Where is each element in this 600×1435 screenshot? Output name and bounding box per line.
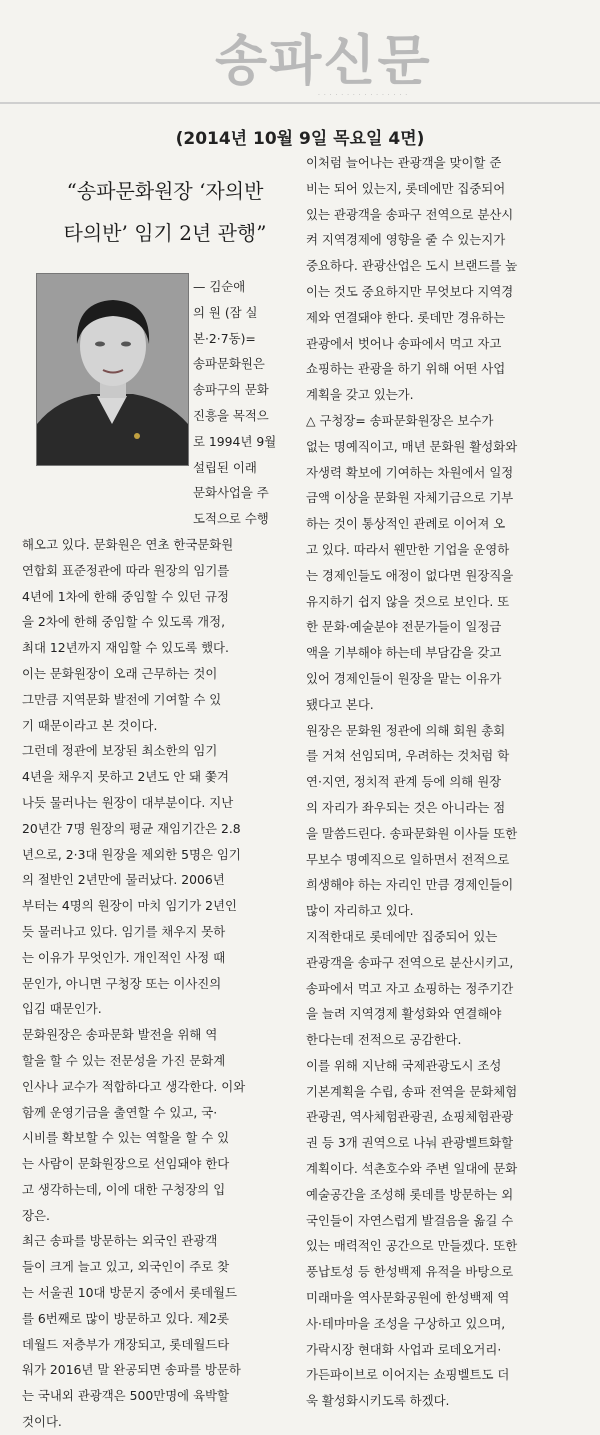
text-line: 을 늘려 지역경제 활성화와 연결해야 [306, 1006, 502, 1022]
text-line: 송파구의 문화 [193, 382, 269, 398]
text-line: 함께 운영기금을 출연할 수 있고, 국· [22, 1104, 218, 1120]
text-line: 많이 자리하고 있다. [306, 903, 414, 919]
text-line: 송파문화원은 [193, 356, 265, 372]
masthead-tagline: · · · · · · · · · · · · · · · · [318, 92, 409, 99]
text-line: 희생해야 하는 자리인 만큼 경제인들이 [306, 877, 514, 893]
text-line: 본·2·7동)= [193, 330, 256, 346]
article-headline [40, 170, 290, 254]
text-line: 해오고 있다. 문화원은 연초 한국문화원 [22, 536, 234, 552]
text-line: 비는 되어 있는지, 롯데에만 집중되어 [306, 180, 506, 196]
text-line: 문화사업을 주 [193, 485, 269, 501]
text-line: 최대 12년까지 재임할 수 있도록 했다. [22, 640, 229, 656]
text-line: 는 서울권 10대 방문지 중에서 롯데월드 [22, 1285, 237, 1301]
text-line: 의 절반인 2년만에 물러났다. 2006년 [22, 872, 225, 888]
text-line: 가든파이브로 이어지는 쇼핑벨트도 더 [306, 1367, 510, 1383]
text-line: 풍납토성 등 한성백제 유적을 바탕으로 [306, 1264, 514, 1280]
text-line: 문인가, 아니면 구청장 또는 이사진의 [22, 975, 222, 991]
text-line: 진흥을 목적으 [193, 407, 269, 423]
text-line: 하는 것이 통상적인 관례로 이어져 오 [306, 516, 506, 532]
headline-line: “송파문화원장 ‘자의반 [66, 179, 264, 203]
text-line: 는 사람이 문화원장으로 선임돼야 한다 [22, 1156, 230, 1172]
text-line: 켜 지역경제에 영향을 줄 수 있는지가 [306, 232, 506, 248]
text-line: 이는 문화원장이 오래 근무하는 것이 [22, 665, 218, 681]
text-line: 인사나 교수가 적합하다고 생각한다. 이와 [22, 1078, 246, 1094]
text-line: 고 있다. 따라서 웬만한 기업을 운영하 [306, 541, 510, 557]
text-line: 연합회 표준정관에 따라 원장의 임기를 [22, 562, 230, 578]
text-line: 쇼핑하는 관광을 하기 위해 어떤 사업 [306, 361, 506, 377]
text-line: 욱 활성화시키도록 하겠다. [306, 1393, 450, 1409]
masthead [0, 0, 600, 112]
text-line: 데월드 저층부가 개장되고, 롯데월드타 [22, 1336, 230, 1352]
text-line: 입김 때문인가. [22, 1001, 102, 1017]
text-line: 는 국내외 관광객은 500만명에 육박할 [22, 1388, 229, 1404]
text-line: 문화원장은 송파문화 발전을 위해 역 [22, 1027, 218, 1043]
text-line: 년으로, 2·3대 원장을 제외한 5명은 임기 [22, 846, 241, 862]
article-left-column [22, 274, 287, 1435]
text-line: 을 말씀드린다. 송파문화원 이사들 또한 [306, 825, 518, 841]
text-line: 할을 할 수 있는 전문성을 가진 문화계 [22, 1052, 226, 1068]
text-line: 권 등 3개 권역으로 나눠 관광벨트화할 [306, 1135, 514, 1151]
text-line: 기본계획을 수립, 송파 전역을 문화체험 [306, 1083, 518, 1099]
newspaper-title: 송파신문 [215, 29, 432, 92]
text-line: — 김순애 [193, 279, 246, 294]
text-line: 한다는데 전적으로 공감한다. [306, 1032, 462, 1048]
text-line: 는 경제인들도 애정이 없다면 원장직을 [306, 567, 514, 583]
text-line: 유지하기 쉽지 않을 것으로 보인다. 또 [306, 593, 510, 609]
text-line: 이를 위해 지난해 국제관광도시 조성 [306, 1057, 502, 1073]
text-line: 연·지연, 정치적 관계 등에 의해 원장 [306, 774, 502, 790]
text-line: 시비를 확보할 수 있는 역할을 할 수 있 [22, 1130, 230, 1146]
text-line: 워가 2016년 말 완공되면 송파를 방문하 [22, 1362, 241, 1378]
text-line: 4년에 1차에 한해 중임할 수 있던 규정 [22, 588, 229, 604]
text-line: 관광에서 벗어나 송파에서 먹고 자고 [306, 335, 502, 351]
text-line: 계획이다. 석촌호수와 주변 일대에 문화 [306, 1161, 518, 1177]
text-line: 기 때문이라고 본 것이다. [22, 717, 158, 733]
text-line: 듯 물러나고 있다. 임기를 채우지 못하 [22, 923, 226, 939]
text-line: 도적으로 수행 [193, 511, 269, 527]
text-line: 의 자리가 좌우되는 것은 아니라는 점 [306, 799, 506, 815]
text-line: 가락시장 현대화 사업과 로데오거리· [306, 1341, 502, 1357]
text-line: 최근 송파를 방문하는 외국인 관광객 [22, 1233, 218, 1249]
text-line: 제와 연결돼야 한다. 롯데만 경유하는 [306, 309, 506, 325]
text-line: 그만큼 지역문화 발전에 기여할 수 있 [22, 691, 222, 707]
text-line: 지적한대로 롯데에만 집중되어 있는 [306, 928, 498, 944]
text-line: 있는 관광객을 송파구 전역으로 분산시 [306, 206, 514, 222]
issue-dateline: (2014년 10월 9일 목요일 4면) [175, 129, 425, 149]
text-line: 4년을 채우지 못하고 2년도 안 돼 쫓겨 [22, 769, 229, 785]
text-line: 예술공간을 조성해 롯데를 방문하는 외 [306, 1186, 514, 1202]
headline-line: 타의반’ 임기 2년 관행” [63, 221, 267, 245]
text-line: 장은. [22, 1207, 50, 1223]
text-line: 20년간 7명 원장의 평균 재임기간은 2.8 [22, 820, 241, 836]
text-line: 액을 기부해야 하는데 부담감을 갖고 [306, 645, 502, 661]
text-line: 관광권, 역사체험관광권, 쇼핑체험관광 [306, 1109, 514, 1125]
text-line: 이처럼 늘어나는 관광객을 맞이할 준 [306, 155, 502, 170]
text-line: 를 거쳐 선임되며, 우려하는 것처럼 학 [306, 748, 510, 764]
text-line: 그런데 정관에 보장된 최소한의 임기 [22, 743, 218, 759]
text-line: △ 구청장= 송파문화원장은 보수가 [306, 412, 494, 428]
text-line: 없는 명예직이고, 매년 문화원 활성화와 [306, 438, 518, 454]
text-line: 송파에서 먹고 자고 쇼핑하는 정주기간 [306, 980, 514, 996]
text-line: 금액 이상을 문화원 자체기금으로 기부 [306, 490, 514, 506]
text-line: 계획을 갖고 있는가. [306, 387, 414, 403]
text-line: 이는 것도 중요하지만 무엇보다 지역경 [306, 283, 514, 299]
masthead-rule [0, 102, 600, 104]
text-line: 설립된 이래 [193, 459, 257, 475]
text-line: 무보수 명예직으로 일하면서 전적으로 [306, 851, 510, 867]
text-line: 미래마을 역사문화공원에 한성백제 역 [306, 1290, 510, 1306]
text-line: 들이 크게 늘고 있고, 외국인이 주로 찾 [22, 1259, 230, 1275]
text-line: 있는 매력적인 공간으로 만들겠다. 또한 [306, 1238, 518, 1254]
text-line: 고 생각하는데, 이에 대한 구청장의 입 [22, 1181, 226, 1197]
text-line: 사·테마마을 조성을 구상하고 있으며, [306, 1315, 506, 1331]
text-line: 됐다고 본다. [306, 696, 374, 712]
text-line: 원장은 문화원 정관에 의해 회원 총회 [306, 722, 506, 738]
text-line: 나듯 물러나는 원장이 대부분이다. 지난 [22, 794, 234, 810]
text-line: 관광객을 송파구 전역으로 분산시키고, [306, 954, 514, 970]
text-line: 자생력 확보에 기여하는 차원에서 일정 [306, 464, 514, 480]
text-line: 한 문화·예술분야 전문가들이 일정금 [306, 619, 502, 635]
text-line: 는 이유가 무엇인가. 개인적인 사정 때 [22, 949, 226, 965]
text-line: 의 원 (잠 실 [193, 304, 258, 320]
text-line: 를 6번째로 많이 방문하고 있다. 제2롯 [22, 1310, 229, 1326]
text-line: 국인들이 자연스럽게 발걸음을 옮길 수 [306, 1212, 514, 1228]
article-right-column [306, 150, 591, 1414]
text-line: 중요하다. 관광산업은 도시 브랜드를 높 [306, 258, 518, 274]
text-line: 있어 경제인들이 원장을 맡는 이유가 [306, 670, 502, 686]
text-line: 부터는 4명의 원장이 마치 임기가 2년인 [22, 898, 237, 914]
text-line: 을 2차에 한해 중임할 수 있도록 개정, [22, 614, 226, 630]
text-line: 로 1994년 9월 [193, 433, 277, 449]
text-line: 것이다. [22, 1414, 62, 1430]
